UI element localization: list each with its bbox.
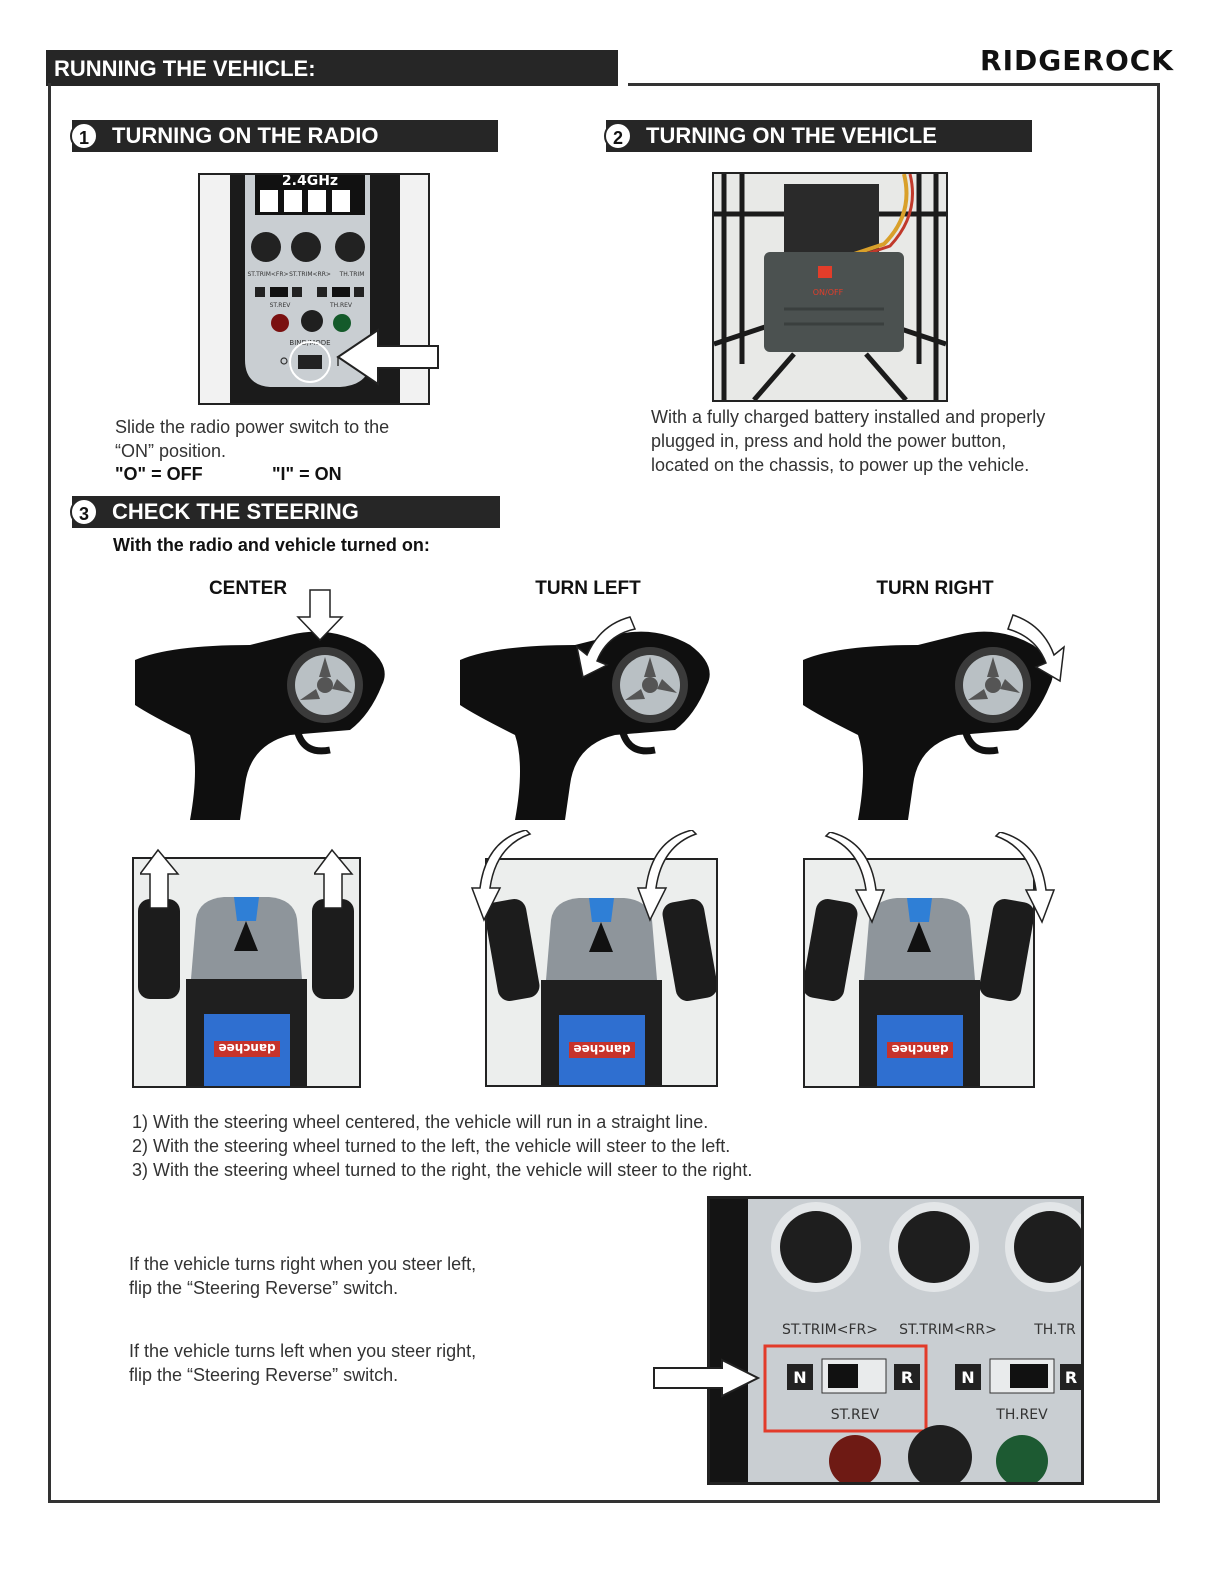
radio-rev-label-1: ST.REV xyxy=(269,302,291,309)
section-2-desc-line-2: plugged in, press and hold the power button, xyxy=(651,431,1007,451)
onoff-label: ON/OFF xyxy=(812,288,844,297)
curve-arrow-left-2 xyxy=(636,830,706,922)
vehicle-power-photo xyxy=(712,172,948,402)
switch-pointer-arrow xyxy=(336,328,442,386)
step-2: 2) With the steering wheel turned to the left, the vehicle will steer to the left. xyxy=(132,1136,731,1156)
reverse-note-2-line-2: flip the “Steering Reverse” switch. xyxy=(129,1365,399,1385)
closeup-trim-label-3: TH.TR xyxy=(1034,1322,1076,1338)
section-3-number: 3 xyxy=(70,498,98,526)
closeup-n-1: N xyxy=(793,1368,807,1387)
step-1: 1) With the steering wheel centered, the vehicle will run in a straight line. xyxy=(132,1112,709,1132)
curve-arrow-right-2 xyxy=(986,832,1056,924)
radio-side-center xyxy=(130,585,400,825)
chassis-illustration xyxy=(714,174,946,400)
frame-divider xyxy=(628,83,1160,86)
car-logo-left: danchee xyxy=(573,1042,631,1056)
section-2-title: TURNING ON THE VEHICLE xyxy=(646,123,937,148)
radio-screen-text: 2.4GHz xyxy=(281,175,339,189)
on-label: "I" = ON xyxy=(272,464,342,484)
reverse-note-1 xyxy=(129,1252,589,1300)
radio-trim-label-1: ST.TRIM<FR> xyxy=(247,271,289,278)
section-3-title: CHECK THE STEERING xyxy=(112,499,359,524)
radio-rev-label-2: TH.REV xyxy=(329,302,353,309)
page-title: RUNNING THE VEHICLE: xyxy=(46,50,618,86)
section-1-title: TURNING ON THE RADIO xyxy=(112,123,379,148)
off-label: "O" = OFF xyxy=(115,464,203,484)
section-1-desc-line-1: Slide the radio power switch to the xyxy=(115,417,390,437)
position-label-left: TURN LEFT xyxy=(535,578,641,599)
car-logo-center: danchee xyxy=(218,1041,276,1055)
curve-arrow-left-1 xyxy=(470,830,540,922)
st-rev-pointer-arrow xyxy=(652,1358,762,1398)
section-2-description xyxy=(651,405,1121,477)
closeup-rev-label-1: ST.REV xyxy=(830,1407,880,1423)
closeup-n-2: N xyxy=(961,1368,975,1387)
car-logo-right: danchee xyxy=(891,1042,949,1056)
closeup-trim-label-2: ST.TRIM<RR> xyxy=(899,1322,997,1338)
section-1-desc-line-2: “ON” position. xyxy=(115,441,227,461)
closeup-trim-label-1: ST.TRIM<FR> xyxy=(782,1322,878,1338)
st-rev-closeup-illustration xyxy=(710,1199,1081,1482)
position-label-right: TURN RIGHT xyxy=(876,578,994,599)
section-1-number: 1 xyxy=(70,122,98,150)
radio-side-right xyxy=(798,585,1068,825)
reverse-note-1-line-1: If the vehicle turns right when you steer left, xyxy=(129,1254,477,1274)
section-1-header xyxy=(72,120,498,152)
closeup-r-2: R xyxy=(1064,1368,1078,1387)
radio-side-left xyxy=(455,585,725,825)
st-rev-closeup-photo xyxy=(707,1196,1084,1485)
section-2-number: 2 xyxy=(604,122,632,150)
radio-trim-label-3: TH.TRIM xyxy=(339,271,365,278)
position-label-center: CENTER xyxy=(208,578,288,599)
brand-logo: RIDGEROCK xyxy=(980,44,1174,77)
curve-arrow-right-1 xyxy=(816,832,886,924)
section-3-header xyxy=(72,496,500,528)
reverse-note-1-line-2: flip the “Steering Reverse” switch. xyxy=(129,1278,399,1298)
reverse-note-2-line-1: If the vehicle turns left when you steer right, xyxy=(129,1341,477,1361)
steering-steps xyxy=(132,1110,1032,1182)
section-2-desc-line-1: With a fully charged battery installed and properly xyxy=(651,407,1046,427)
radio-bind-label: BIND/MODE xyxy=(289,339,331,347)
radio-trim-label-2: ST.TRIM<RR> xyxy=(289,271,331,278)
section-1-description xyxy=(115,415,535,463)
up-arrow-right-wheel xyxy=(314,848,374,910)
section-2-desc-line-3: located on the chassis, to power up the vehicle. xyxy=(651,455,1030,475)
reverse-note-2 xyxy=(129,1339,589,1387)
step-3: 3) With the steering wheel turned to the right, the vehicle will steer to the right. xyxy=(132,1160,753,1180)
section-3-subtitle: With the radio and vehicle turned on: xyxy=(113,535,430,555)
section-2-header xyxy=(606,120,1032,152)
up-arrow-left-wheel xyxy=(140,848,200,910)
closeup-r-1: R xyxy=(900,1368,914,1387)
closeup-rev-label-2: TH.REV xyxy=(996,1407,1048,1423)
